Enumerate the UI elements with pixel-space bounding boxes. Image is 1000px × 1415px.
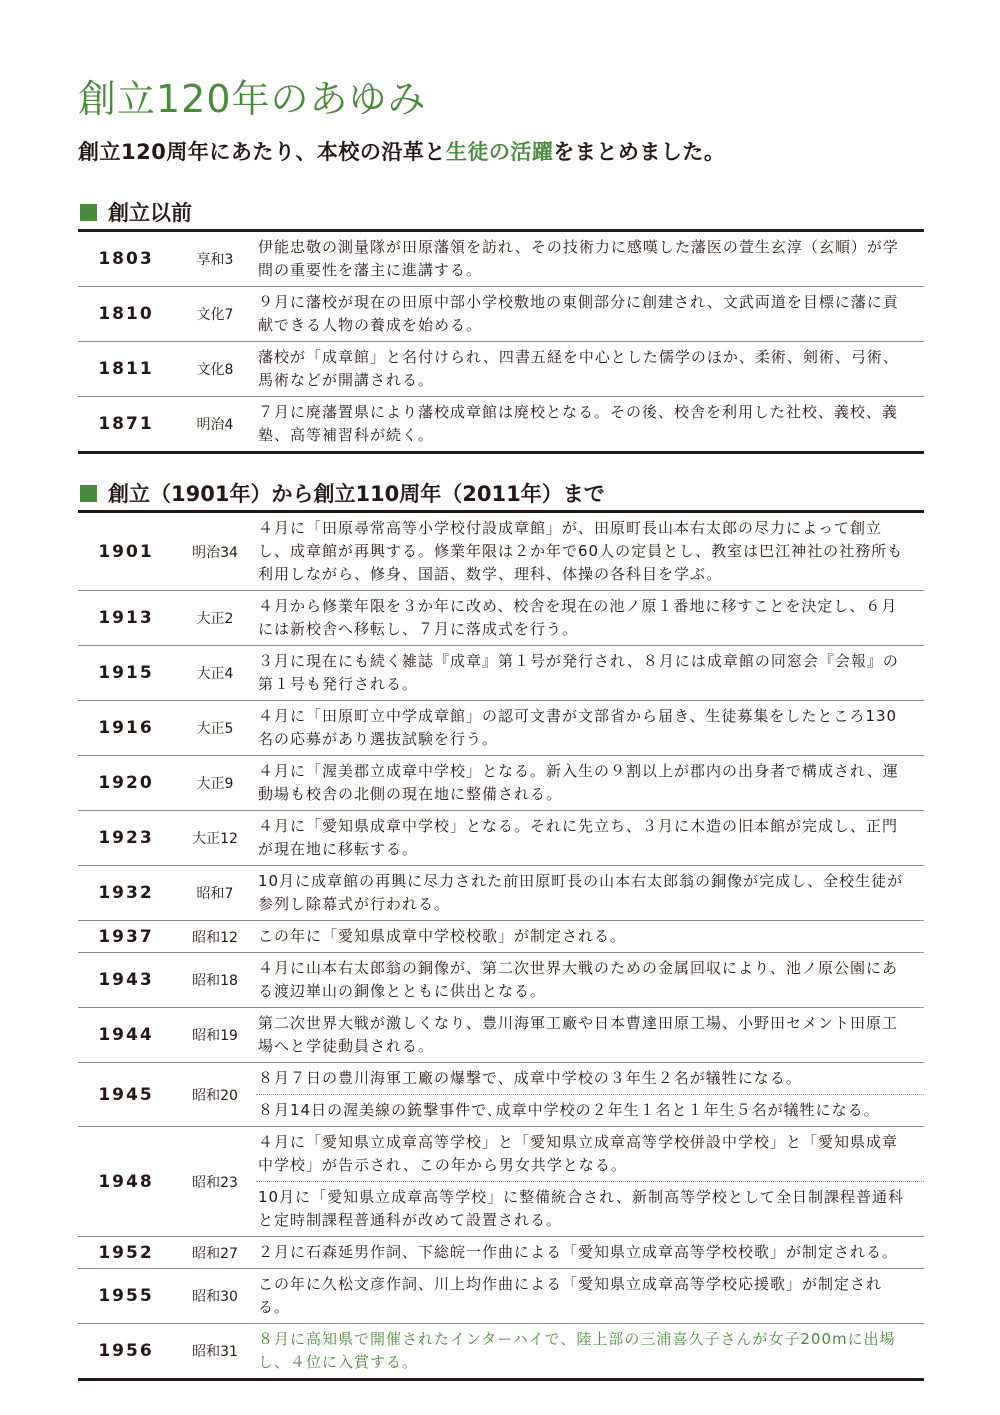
year-cell: 1811 — [78, 342, 174, 397]
lead-highlight: 生徒の活躍 — [445, 140, 554, 164]
table-row — [78, 342, 924, 397]
event-cell: ２月に石森延男作詞、下総皖一作曲による「愛知県立成章高等学校校歌」が制定される。 — [256, 1237, 924, 1269]
era-cell: 昭和12 — [174, 921, 256, 953]
square-bullet-icon — [80, 485, 97, 502]
table-row — [78, 756, 924, 811]
era-cell: 昭和30 — [174, 1269, 256, 1324]
table-row — [78, 1008, 924, 1063]
event-cell: ８月14日の渥美線の銃撃事件で､成章中学校の２年生１名と１年生５名が犠牲になる。 — [256, 1095, 924, 1127]
era-cell: 大正5 — [174, 701, 256, 756]
era-cell: 大正2 — [174, 591, 256, 646]
era-cell: 大正9 — [174, 756, 256, 811]
year-cell: 1945 — [78, 1063, 174, 1127]
event-cell: ４月から修業年限を３か年に改め、校舎を現在の池ノ原１番地に移すことを決定し、６月には新校舎へ移転し、７月に落成式を行う。 — [256, 591, 924, 646]
year-cell: 1956 — [78, 1324, 174, 1380]
year-cell: 1937 — [78, 921, 174, 953]
event-cell: 伊能忠敬の測量隊が田原藩領を訪れ、その技術力に感嘆した藩医の萱生玄淳（玄順）が学問の重要性を藩主に進講する。 — [258, 238, 899, 279]
event-cell: ８月に高知県で開催されたインターハイで、陸上部の三浦喜久子さんが女子200mに出場し、４位に入賞する。 — [256, 1324, 924, 1380]
year-cell: 1955 — [78, 1269, 174, 1324]
year-cell: 1920 — [78, 756, 174, 811]
square-bullet-icon — [80, 204, 97, 221]
year-cell: 1916 — [78, 701, 174, 756]
table-row — [78, 1237, 924, 1269]
event-cell: ８月７日の豊川海軍工廠の爆撃で、成章中学校の３年生２名が犠牲になる。 — [256, 1063, 924, 1095]
timeline-table-post-founding — [78, 510, 924, 1381]
table-row — [78, 953, 924, 1008]
event-cell: 10月に「愛知県立成章高等学校」に整備統合され、新制高等学校として全日制課程普通科と定時制課程普通科が改めて設置される。 — [256, 1182, 924, 1237]
event-cell: この年に久松文彦作詞、川上均作曲による「愛知県立成章高等学校応援歌」が制定される。 — [256, 1269, 924, 1324]
year-cell: 1913 — [78, 591, 174, 646]
event-cell: 第二次世界大戦が激しくなり、豊川海軍工廠や日本曹達田原工場、小野田セメント田原工場へと学徒動員される。 — [256, 1008, 924, 1063]
event-cell: ４月に「渥美郡立成章中学校」となる。新入生の９割以上が郡内の出身者で構成され、運動場も校舎の北側の現在地に整備される。 — [256, 756, 924, 811]
era-cell: 昭和23 — [174, 1127, 256, 1237]
era-cell: 享和3 — [196, 252, 234, 268]
event-cell: ７月に廃藩置県により藩校成章館は廃校となる。その後、校舎を利用した社校、義校、義塾、高等補習科が続く。 — [256, 397, 924, 453]
table-row — [78, 1324, 924, 1380]
table-row — [78, 1063, 924, 1095]
table-row — [78, 646, 924, 701]
era-cell: 昭和20 — [174, 1063, 256, 1127]
lead-text — [78, 136, 725, 166]
table-row — [78, 231, 924, 287]
era-cell: 昭和18 — [174, 953, 256, 1008]
lead-after: をまとめました。 — [553, 140, 726, 164]
table-row — [78, 701, 924, 756]
table-row — [78, 287, 924, 342]
section-heading-label: 創立以前 — [108, 201, 192, 225]
era-cell: 明治4 — [174, 397, 256, 453]
year-cell: 1944 — [78, 1008, 174, 1063]
table-row — [78, 397, 924, 453]
era-cell: 明治34 — [192, 544, 238, 561]
era-cell: 昭和7 — [174, 866, 256, 921]
table-row — [78, 591, 924, 646]
event-cell: ４月に「田原尋常高等小学校付設成章館」が、田原町長山本右太郎の尽力によって創立し、成章館が再興する。修業年限は２か年で60人の定員とし、教室は巴江神社の社務所も利用しながら、修身、国語、数学、理科、体操の各科目を学ぶ。 — [258, 519, 904, 583]
era-cell: 大正12 — [174, 811, 256, 866]
section-heading-post-founding — [80, 478, 605, 508]
year-cell: 1871 — [78, 397, 174, 453]
table-row — [78, 1127, 924, 1182]
timeline-table-pre-founding — [78, 229, 924, 454]
section-heading-label: 創立（1901年）から創立110周年（2011年）まで — [108, 482, 605, 506]
era-cell: 昭和27 — [174, 1237, 256, 1269]
year-cell: 1952 — [78, 1237, 174, 1269]
page-title: 創立120年のあゆみ — [78, 77, 427, 121]
event-cell: ４月に「愛知県立成章高等学校」と「愛知県立成章高等学校併設中学校」と「愛知県成章中学校」が告示され、この年から男女共学となる。 — [256, 1127, 924, 1182]
year-cell: 1810 — [78, 287, 174, 342]
era-cell: 文化8 — [174, 342, 256, 397]
year-cell: 1923 — [78, 811, 174, 866]
era-cell: 昭和31 — [174, 1324, 256, 1380]
year-cell: 1932 — [78, 866, 174, 921]
lead-before: 創立120周年にあたり、本校の沿革と — [78, 140, 446, 164]
event-cell: ９月に藩校が現在の田原中部小学校敷地の東側部分に創建され、文武両道を目標に藩に貢献できる人物の養成を始める。 — [256, 287, 924, 342]
era-cell: 昭和19 — [174, 1008, 256, 1063]
era-cell: 大正4 — [174, 646, 256, 701]
table-row — [78, 512, 924, 591]
event-cell: ４月に山本右太郎翁の銅像が、第二次世界大戦のための金属回収により、池ノ原公園にある渡辺崋山の銅像とともに供出となる。 — [256, 953, 924, 1008]
table-row — [78, 1269, 924, 1324]
year-cell: 1943 — [78, 953, 174, 1008]
event-cell: ３月に現在にも続く雑誌『成章』第１号が発行され、８月には成章館の同窓会『会報』の第１号も発行される。 — [256, 646, 924, 701]
table-row — [78, 921, 924, 953]
year-cell: 1915 — [78, 646, 174, 701]
event-cell: この年に「愛知県成章中学校校歌」が制定される。 — [256, 921, 924, 953]
table-row — [78, 811, 924, 866]
table-row — [78, 866, 924, 921]
year-cell: 1901 — [98, 541, 154, 562]
section-heading-pre-founding — [80, 197, 192, 227]
event-cell: 10月に成章館の再興に尽力された前田原町長の山本右太郎翁の銅像が完成し、全校生徒が参列し除幕式が行われる。 — [256, 866, 924, 921]
era-cell: 文化7 — [174, 287, 256, 342]
year-cell: 1948 — [78, 1127, 174, 1237]
event-cell: 藩校が「成章館」と名付けられ、四書五経を中心とした儒学のほか、柔術、剣術、弓術、馬術などが開講される。 — [256, 342, 924, 397]
event-cell: ４月に「田原町立中学成章館」の認可文書が文部省から届き、生徒募集をしたところ130名の応募があり選抜試験を行う。 — [256, 701, 924, 756]
event-cell: ４月に「愛知県成章中学校」となる。それに先立ち、３月に木造の旧本館が完成し、正門が現在地に移転する。 — [256, 811, 924, 866]
year-cell: 1803 — [98, 249, 154, 269]
